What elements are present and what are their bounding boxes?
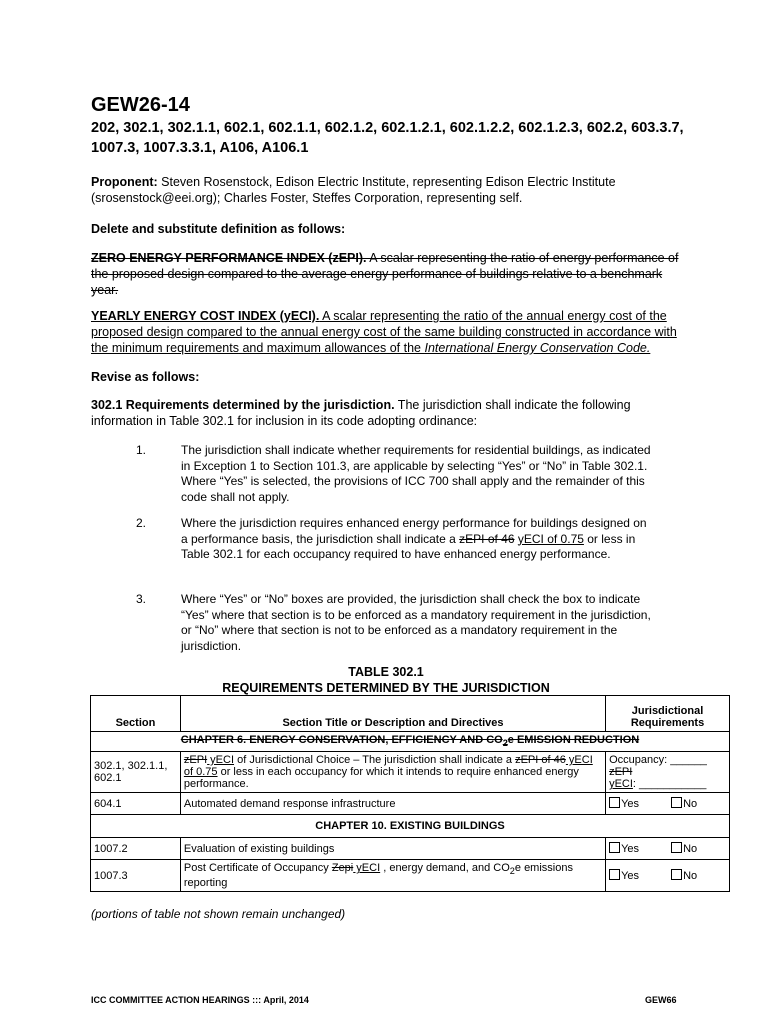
list-text: The jurisdiction shall indicate whether requirements for residential buildings, as indicated in Exception 1 to Section 101.3, are applicable by selecting “Yes” or “No” in Table 302.1. Where “Yes” is selected, the provisions of ICC 700 shall apply and the remainder of this code shall not apply. xyxy=(181,443,651,504)
row-text-3: e emissions reporting xyxy=(183,862,573,889)
proponent-paragraph xyxy=(91,174,691,206)
chapter-6-row xyxy=(91,732,730,752)
chapter-10-heading: CHAPTER 10. EXISTING BUILDINGS xyxy=(91,815,730,838)
table-row xyxy=(91,793,730,815)
yeci-field[interactable]: : ___________ xyxy=(632,778,707,790)
yes-checkbox[interactable] xyxy=(609,842,620,853)
table-title: TABLE 302.1 xyxy=(348,665,424,679)
list-number: 2. xyxy=(136,516,147,530)
table-row xyxy=(91,838,730,860)
row-description xyxy=(180,860,605,892)
yes-label: Yes xyxy=(621,843,640,855)
inserted-yeci: yECI xyxy=(353,862,381,875)
no-option[interactable] xyxy=(671,869,697,882)
yes-label: Yes xyxy=(621,870,640,882)
footer-hearings: ICC COMMITTEE ACTION HEARINGS ::: April, 2014 xyxy=(91,995,309,1005)
yes-option[interactable] xyxy=(609,842,671,855)
list-text: Where “Yes” or “No” boxes are provided, the jurisdiction shall check the box to indicate “Yes” where that section is to be enforced as a mandatory requirement in the jurisdiction, or “No” where that section is not to be enforced as a mandatory requirement in the jurisdiction. xyxy=(181,592,651,653)
deleted-zepi-req: zEPI xyxy=(609,766,633,778)
proponent-label: Proponent: xyxy=(91,175,158,189)
list-number: 3. xyxy=(136,592,147,606)
row-text-1: of Jurisdictional Choice – The jurisdiction shall indicate a xyxy=(234,754,516,766)
occupancy-field[interactable]: Occupancy: ______ xyxy=(609,754,707,766)
section-302-1-heading: 302.1 Requirements determined by the jurisdiction. xyxy=(91,398,395,412)
table-note: (portions of table not shown remain unchanged) xyxy=(91,907,346,921)
deleted-zepi: zEPI of 46 xyxy=(459,531,515,546)
yes-option[interactable] xyxy=(609,869,671,882)
row-text-2: or less in each occupancy for which it intends to require enhanced energy performance. xyxy=(183,766,579,790)
requirements-table xyxy=(90,695,730,892)
table-subtitle: REQUIREMENTS DETERMINED BY THE JURISDICTION xyxy=(222,681,550,695)
list-text-c: or less in Table 302.1 for each occupancy required to have enhanced energy performance. xyxy=(181,531,636,561)
header-jurisdictional: Jurisdictional Requirements xyxy=(606,696,730,732)
section-302-1 xyxy=(91,397,691,429)
inserted-yeci: yECI of 0.75 xyxy=(517,531,584,546)
new-definition-text-2: annual energy cost of the same building constructed in accordance with the minimum requirements xyxy=(91,325,677,355)
new-definition-text-1: A scalar representing the ratio of the annual energy cost of the proposed design compared to the xyxy=(91,309,667,339)
row-requirement xyxy=(606,860,730,892)
list-text-a: Where the jurisdiction requires enhanced energy performance for buildings designed on a performance basis, the jurisdiction shall indicate a xyxy=(181,516,647,546)
yes-label: Yes xyxy=(621,798,640,810)
deleted-definition xyxy=(91,250,691,298)
list-text xyxy=(181,516,656,563)
deleted-definition-text: A scalar representing the ratio of energy performance of the proposed design compared to the average energy performance of buildings relative to a benchmark year. xyxy=(91,251,679,297)
row-text-1: Post Certificate of Occupancy xyxy=(183,862,332,875)
footer-page-id: GEW66 xyxy=(645,995,677,1005)
table-row xyxy=(91,860,730,892)
table-row xyxy=(91,752,730,793)
row-section: 604.1 xyxy=(91,793,181,815)
no-checkbox[interactable] xyxy=(671,842,682,853)
new-definition-term: YEARLY ENERGY COST INDEX (yECI). xyxy=(91,309,320,323)
row-requirement xyxy=(606,838,730,860)
section-302-1-text: The jurisdiction shall indicate the following information in Table 302.1 for inclusion in its code adopting ordinance: xyxy=(91,398,631,428)
chapter-6-text: CHAPTER 6. ENERGY CONSERVATION, EFFICIENCY AND CO xyxy=(180,734,503,747)
header-section: Section xyxy=(91,696,181,732)
header-description: Section Title or Description and Directives xyxy=(180,696,605,732)
no-option[interactable] xyxy=(671,842,697,855)
new-definition-text-3: and maximum allowances of the xyxy=(238,341,425,355)
new-definition xyxy=(91,308,691,356)
row-description xyxy=(180,752,605,793)
deleted-zepi: Zepi xyxy=(331,862,354,875)
row-requirement xyxy=(606,752,730,793)
inserted-yeci-value: yECI of 0.75 xyxy=(183,754,593,778)
chapter-6-text-end: e EMISSION REDUCTION xyxy=(507,734,640,747)
co2-subscript: 2 xyxy=(509,866,515,877)
chapter-6-heading xyxy=(91,732,730,752)
no-label: No xyxy=(683,870,698,882)
row-requirement xyxy=(606,793,730,815)
instruction-revise: Revise as follows: xyxy=(91,370,200,384)
yes-checkbox[interactable] xyxy=(609,869,620,880)
affected-sections: 202, 302.1, 302.1.1, 602.1, 602.1.1, 602.1.2, 602.1.2.1, 602.1.2.2, 602.1.2.3, 602.2, 603.3.7, 1007.3, 1007.3.3.1, A106, A106.1 xyxy=(91,120,684,156)
row-section: 1007.3 xyxy=(91,860,181,892)
no-label: No xyxy=(683,798,698,810)
row-description: Evaluation of existing buildings xyxy=(180,838,605,860)
deleted-definition-term: ZERO ENERGY PERFORMANCE INDEX (zEPI). xyxy=(91,251,367,265)
no-checkbox[interactable] xyxy=(671,797,682,808)
instruction-delete-substitute: Delete and substitute definition as follows: xyxy=(91,222,346,236)
row-section: 1007.2 xyxy=(91,838,181,860)
row-section: 302.1, 302.1.1, 602.1 xyxy=(91,752,181,793)
inserted-yeci-req: yECI xyxy=(609,778,633,790)
row-description: Automated demand response infrastructure xyxy=(180,793,605,815)
no-label: No xyxy=(683,843,698,855)
row-text-2: , energy demand, and CO xyxy=(380,862,510,875)
yes-checkbox[interactable] xyxy=(609,797,620,808)
inserted-yeci: yECI xyxy=(207,754,235,766)
chapter-6-subscript: 2 xyxy=(502,738,508,749)
no-option[interactable] xyxy=(671,797,697,810)
yes-option[interactable] xyxy=(609,797,671,810)
proponent-text: Steven Rosenstock, Edison Electric Institute, representing Edison Electric Institute (srosenstock@eei.org); Charles Foster, Steffes Corporation, representing self. xyxy=(91,175,616,205)
deleted-zepi: zEPI xyxy=(183,754,208,766)
document-id: GEW26-14 xyxy=(91,94,190,116)
chapter-10-row xyxy=(91,815,730,838)
table-header-row xyxy=(91,696,730,732)
list-number: 1. xyxy=(136,443,147,457)
new-definition-code-title: International Energy Conservation Code. xyxy=(424,341,651,355)
no-checkbox[interactable] xyxy=(671,869,682,880)
deleted-zepi-value: zEPI of 46 xyxy=(515,754,566,766)
